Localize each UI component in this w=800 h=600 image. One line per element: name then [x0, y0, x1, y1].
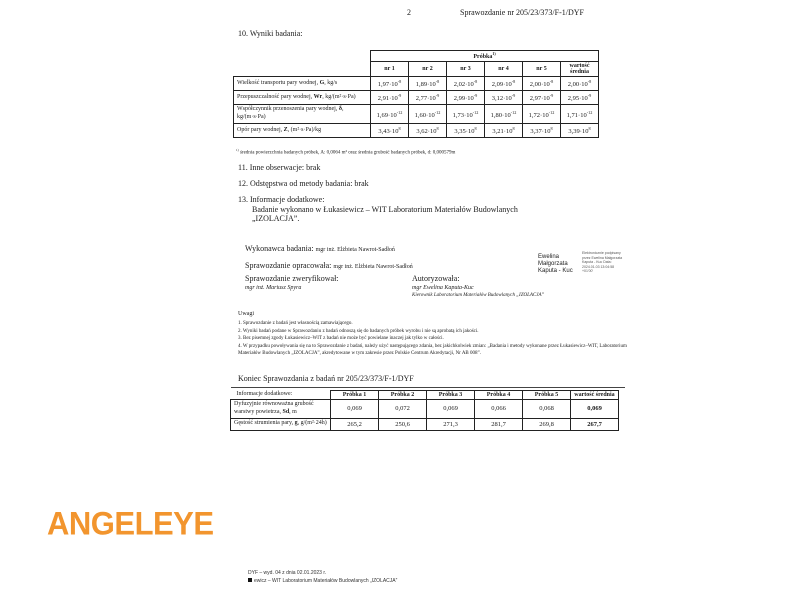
- table-cell: 0,069: [331, 400, 379, 419]
- table-corner-label: [234, 62, 371, 77]
- table-cell: $1,73\cdot 10^{-12}$: [447, 105, 485, 124]
- page-number: 2: [407, 8, 411, 17]
- footer-line1: DYF – wyd. 04 z dnia 02.01.2023 r.: [248, 570, 327, 576]
- performer-line: [245, 238, 395, 256]
- verified-label: Sprawozdanie zweryfikował:: [245, 274, 339, 283]
- item-additional-info-line2: „IZOLACJA”.: [252, 214, 300, 223]
- table-row: [234, 77, 599, 91]
- digital-signature-details: Elektronicznie podpisany przez Ewelina Małgorzata Kaputa - Kuc Data: 2024.01.03 13:04:58 +01'00': [582, 251, 623, 274]
- table-cell: $1,72\cdot 10^{-12}$: [523, 105, 561, 124]
- table-cell: $3,35\cdot 10^8$: [447, 123, 485, 137]
- row-label: Przepuszczalność pary wodnej, Wr, kg/(m²·s·Pa): [234, 91, 371, 105]
- verified-name: mgr inż. Mariusz Spyra: [245, 285, 302, 291]
- table-cell: 265,2: [331, 418, 379, 430]
- results-table: [233, 50, 599, 138]
- table-corner-label: Informacje dodatkowe:: [236, 391, 293, 397]
- column-header: nr 5: [523, 62, 561, 77]
- column-header: nr 4: [485, 62, 523, 77]
- table-cell: $2,02\cdot 10^{-8}$: [447, 77, 485, 91]
- table-row: [234, 123, 599, 137]
- digital-signature-name: Ewelina Małgorzata Kaputa - Kuc: [538, 254, 573, 274]
- table-cell: $2,95\cdot 10^{-9}$: [561, 91, 599, 105]
- table-row: [234, 105, 599, 124]
- logo-square-icon: [248, 578, 252, 582]
- table-group-header: Próbka$^{1)}$: [371, 51, 599, 62]
- column-header: Próbka 2: [379, 391, 427, 400]
- authorized-label: Autoryzowała:: [412, 274, 460, 283]
- table-cell: $3,39\cdot 10^8$: [561, 123, 599, 137]
- table-cell: $2,77\cdot 10^{-9}$: [409, 91, 447, 105]
- column-header: wartość średnia: [561, 62, 599, 77]
- remarks-heading: Uwagi: [238, 311, 254, 317]
- footnote-marker: 1): [236, 148, 239, 152]
- table-cell: $1,69\cdot 10^{-12}$: [371, 105, 409, 124]
- divider-rule: [231, 387, 625, 388]
- row-label: Opór pary wodnej, Z, (m²·s·Pa)/kg: [234, 123, 371, 137]
- angeleye-logo: ANGELEYE: [47, 505, 214, 542]
- column-header: Próbka 5: [523, 391, 571, 400]
- column-header: Próbka 1: [331, 391, 379, 400]
- table-cell: $1,89\cdot 10^{-8}$: [409, 77, 447, 91]
- column-header: nr 2: [409, 62, 447, 77]
- table-cell: 271,3: [427, 418, 475, 430]
- table-row: [231, 418, 619, 430]
- footnote-text: średnia powierzchnia badanych próbek, A: 0,0064 m² oraz średnia grubość badanych próbek, d: 0,000579m: [238, 150, 456, 156]
- row-label: Gęstość strumienia pary, g, g/(m²·24h): [231, 418, 331, 430]
- table-cell: 281,7: [475, 418, 523, 430]
- table-cell: 0,069: [571, 400, 619, 419]
- table-cell: $2,91\cdot 10^{-9}$: [371, 91, 409, 105]
- row-label: Dyfuzyjnie równoważna grubość warstwy powietrza, Sd, m: [231, 400, 331, 419]
- column-header: wartość średnia: [571, 391, 619, 400]
- column-header: nr 1: [371, 62, 409, 77]
- footer-line2: ewicz – WIT Laboratorium Materiałów Budowlanych „IZOLACJA”: [248, 578, 397, 586]
- column-header: Próbka 4: [475, 391, 523, 400]
- report-title: Sprawozdanie nr 205/23/373/F-1/DYF: [460, 8, 584, 17]
- table-cell: 269,8: [523, 418, 571, 430]
- table-row: [231, 400, 619, 419]
- prepared-label: Sprawozdanie opracowała:: [245, 261, 334, 270]
- table-cell: $3,12\cdot 10^{-9}$: [485, 91, 523, 105]
- table-cell: $2,97\cdot 10^{-9}$: [523, 91, 561, 105]
- table-row: [234, 91, 599, 105]
- table-cell: 250,6: [379, 418, 427, 430]
- prepared-name: mgr inż. Elżbieta Nawrot-Sadłoń: [333, 264, 413, 270]
- performer-label: Wykonawca badania:: [245, 244, 316, 253]
- table-cell: 0,072: [379, 400, 427, 419]
- table-cell: 267,7: [571, 418, 619, 430]
- remark-item: 4. W przypadku powoływania się na to Sprawozdanie z badań, należy użyć następującego zdania, bez jakichkolwiek zmian: „Badania i metody wykonane przez Łukasiewicz–WIT, Laboratorium Materiałów Budowlanych „IZOLACJA”, akredytowane w tym zakresie przez Polskie Centrum Akredytacji, Nr AB 008”.: [238, 343, 627, 356]
- item-method-deviations: 12. Odstępstwa od metody badania: brak: [238, 179, 369, 188]
- table-cell: $2,99\cdot 10^{-9}$: [447, 91, 485, 105]
- table-cell: $3,62\cdot 10^8$: [409, 123, 447, 137]
- table-cell: $3,43\cdot 10^8$: [371, 123, 409, 137]
- remark-item: 2. Wyniki badań podane w Sprawozdaniu z badań odnoszą się do badanych próbek wyrobu i nie są aprobatą ich jakości.: [238, 328, 479, 334]
- remark-item: 1. Sprawozdanie z badań jest własnością zamawiającego.: [238, 321, 353, 326]
- table-cell: $3,21\cdot 10^8$: [485, 123, 523, 137]
- column-header: Próbka 3: [427, 391, 475, 400]
- table-cell: $2,00\cdot 10^{-8}$: [523, 77, 561, 91]
- column-header: nr 3: [447, 62, 485, 77]
- table-cell: $1,71\cdot 10^{-12}$: [561, 105, 599, 124]
- performer-name: mgr inż. Elżbieta Nawrot-Sadłoń: [315, 247, 395, 253]
- page-footer: [248, 570, 397, 585]
- authorized-name: mgr Ewelina Kaputa-Kuc: [412, 285, 474, 291]
- table-cell: $2,00\cdot 10^{-8}$: [561, 77, 599, 91]
- authorized-title: Kierownik Laboratorium Materiałów Budowlanych „IZOLACJA”: [412, 293, 545, 298]
- table-cell: 0,066: [475, 400, 523, 419]
- table-footnote: [236, 148, 611, 156]
- item-additional-info-line1: Badanie wykonano w Łukasiewicz – WIT Laboratorium Materiałów Budowlanych: [252, 205, 518, 214]
- table-cell: $2,09\cdot 10^{-8}$: [485, 77, 523, 91]
- item-other-observations: 11. Inne obserwacje: brak: [238, 163, 321, 172]
- prepared-line: [245, 255, 413, 273]
- table-cell: $1,97\cdot 10^{-8}$: [371, 77, 409, 91]
- row-label: Wielkość transportu pary wodnej, G, kg/s: [234, 77, 371, 91]
- remark-item: 3. Bez pisemnej zgody Łukasiewicz–WIT z badań nie może być powielane inaczej jak tylko w całości.: [238, 336, 444, 341]
- end-of-report-line: Koniec Sprawozdania z badań nr 205/23/373/F-1/DYF: [238, 374, 414, 383]
- remarks-list: [238, 320, 630, 358]
- table-cell: $3,37\cdot 10^8$: [523, 123, 561, 137]
- additional-info-table: [230, 390, 619, 431]
- row-label: Współczynnik przenoszenia pary wodnej, δ, kg/(m·s·Pa): [234, 105, 371, 124]
- results-heading: 10. Wyniki badania:: [238, 29, 303, 38]
- table-cell: 0,069: [427, 400, 475, 419]
- table-cell: $1,60\cdot 10^{-12}$: [409, 105, 447, 124]
- item-additional-info-title: 13. Informacje dodatkowe:: [238, 195, 325, 204]
- table-cell: 0,068: [523, 400, 571, 419]
- table-cell: $1,80\cdot 10^{-12}$: [485, 105, 523, 124]
